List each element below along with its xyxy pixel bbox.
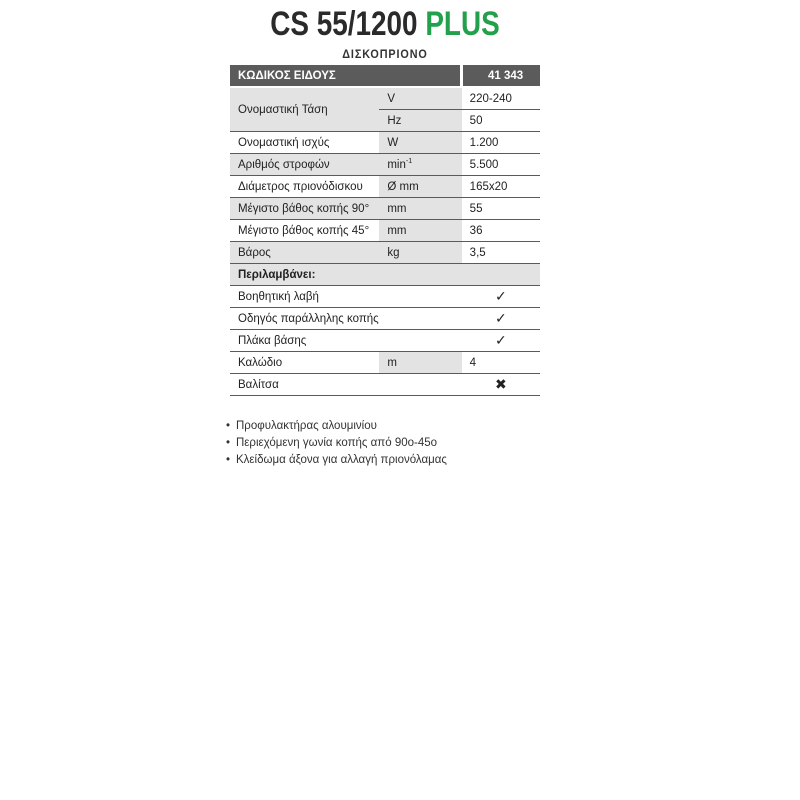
product-model: CS 55/1200 [270, 5, 418, 43]
spec-unit: mm [379, 220, 461, 242]
spec-table [230, 65, 540, 396]
feature-item [226, 418, 447, 435]
includes-unit: m [379, 352, 461, 374]
includes-unit [379, 374, 461, 396]
includes-value: 4 [462, 352, 540, 374]
includes-row [230, 330, 540, 352]
spec-label: Μέγιστο βάθος κοπής 90° [230, 198, 379, 220]
includes-label: Βαλίτσα [230, 374, 379, 396]
feature-item [226, 435, 447, 452]
spec-unit-base: min [387, 158, 406, 171]
spec-row-voltage [230, 87, 540, 110]
spec-value: 3,5 [462, 242, 540, 264]
feature-text: Προφυλακτήρας αλουμινίου [236, 420, 377, 432]
product-subtitle: ΔΙΣΚΟΠΡΙΟΝΟ [342, 47, 428, 61]
includes-row [230, 308, 540, 330]
spec-header-row [230, 65, 540, 87]
spec-value: 50 [462, 110, 540, 132]
spec-value: 5.500 [462, 154, 540, 176]
spec-value: 1.200 [462, 132, 540, 154]
spec-row-power [230, 132, 540, 154]
spec-label: Ονομαστική Τάση [230, 87, 379, 132]
spec-unit: Hz [379, 110, 461, 132]
check-icon: ✓ [462, 330, 540, 352]
spec-unit: Ø mm [379, 176, 461, 198]
feature-text: Περιεχόμενη γωνία κοπής από 90ο-45ο [236, 437, 438, 449]
spec-value: 165x20 [462, 176, 540, 198]
includes-label: Οδηγός παράλληλης κοπής [230, 308, 379, 330]
spec-unit: W [379, 132, 461, 154]
feature-text: Κλείδωμα άξονα για αλλαγή πριονόλαμας [236, 454, 447, 466]
spec-value: 220-240 [462, 87, 540, 110]
includes-row [230, 352, 540, 374]
check-icon: ✓ [462, 286, 540, 308]
includes-unit [379, 330, 461, 352]
spec-row-weight [230, 242, 540, 264]
spec-unit: kg [379, 242, 461, 264]
item-code-value: 41 343 [462, 65, 540, 87]
spec-row-disc [230, 176, 540, 198]
bullet-icon: • [226, 437, 231, 449]
includes-unit [379, 308, 461, 330]
includes-section-title: Περιλαμβάνει: [230, 264, 540, 286]
bullet-icon: • [226, 420, 231, 432]
spec-unit: V [379, 87, 461, 110]
spec-label: Βάρος [230, 242, 379, 264]
spec-unit [379, 154, 461, 176]
includes-row [230, 374, 540, 396]
spec-row-speed [230, 154, 540, 176]
spec-unit: mm [379, 198, 461, 220]
spec-value: 55 [462, 198, 540, 220]
bullet-icon: • [226, 454, 231, 466]
includes-unit [379, 286, 461, 308]
check-icon: ✓ [462, 308, 540, 330]
spec-label: Διάμετρος πριονόδισκου [230, 176, 379, 198]
feature-item [226, 452, 447, 469]
product-title [69, 4, 700, 44]
includes-row [230, 286, 540, 308]
spec-unit-exponent: -1 [405, 158, 413, 166]
spec-label: Αριθμός στροφών [230, 154, 379, 176]
includes-label: Πλάκα βάσης [230, 330, 379, 352]
spec-row-depth45 [230, 220, 540, 242]
cross-icon: ✖ [462, 374, 540, 396]
spec-label: Ονομαστική ισχύς [230, 132, 379, 154]
feature-list [226, 418, 447, 469]
includes-label: Καλώδιο [230, 352, 379, 374]
includes-label: Βοηθητική λαβή [230, 286, 379, 308]
spec-label: Μέγιστο βάθος κοπής 45° [230, 220, 379, 242]
spec-row-depth90 [230, 198, 540, 220]
item-code-label: ΚΩΔΙΚΟΣ ΕΙΔΟΥΣ [230, 65, 462, 87]
product-model-accent: PLUS [425, 5, 500, 43]
spec-value: 36 [462, 220, 540, 242]
includes-section-row [230, 264, 540, 286]
